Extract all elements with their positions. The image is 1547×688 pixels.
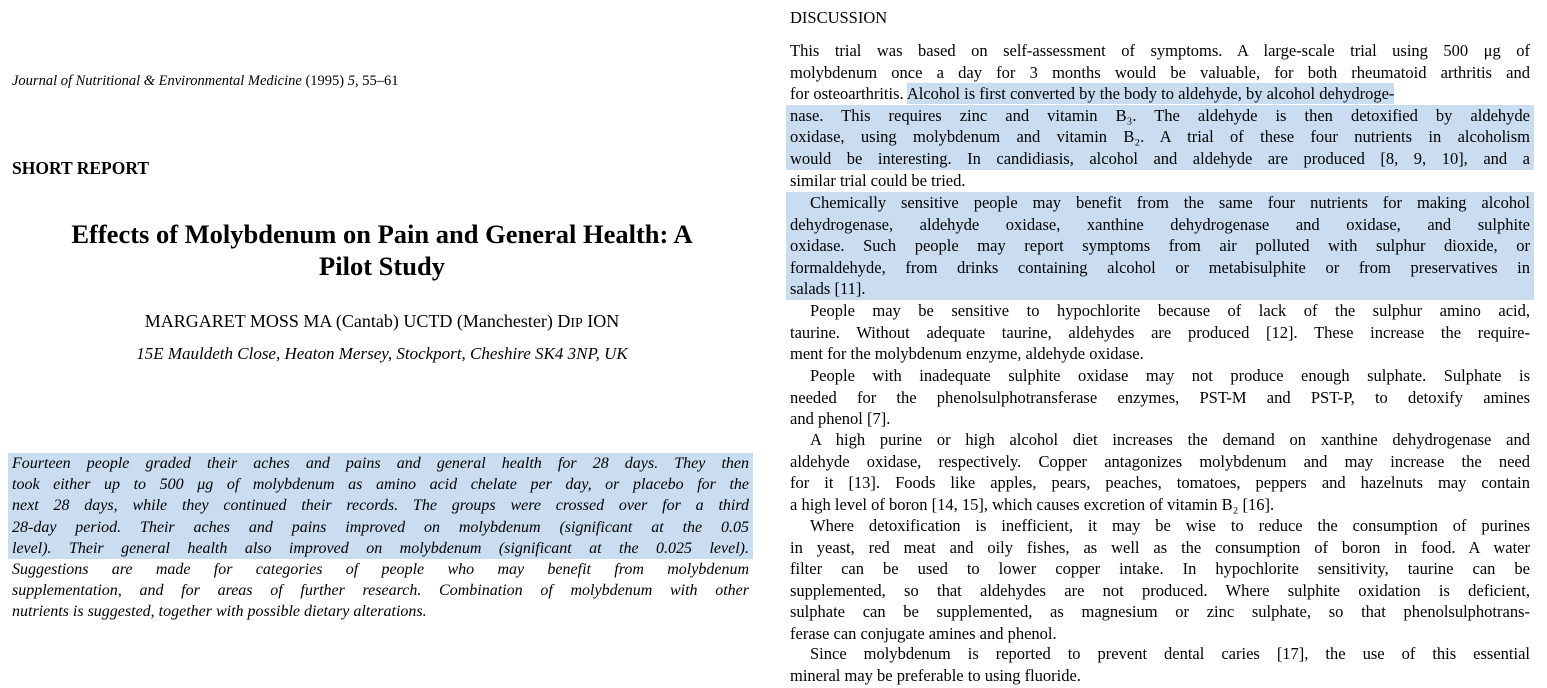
paper-title [12,218,752,282]
discussion-heading: DISCUSSION [790,8,888,27]
paragraph-line: ferase can conjugate amines and phenol. [790,623,1057,643]
journal-year: (1995) [305,73,345,89]
abstract-line: nutrients is suggested, together with possible dietary alterations. [12,603,427,621]
paragraph-line: filter can be used to lower copper intake. In hypochlorite sensitivity, taurine can be [790,559,1530,579]
author-smallcaps: IP [570,316,583,331]
paragraph-line: People with inadequate sulphite oxidase may not produce enough sulphate. Sulphate is [810,366,1530,385]
paragraph-line: sulphate can be supplemented, as magnesium or zinc sulphate, so that phenolsulphotrans- [790,602,1530,622]
paragraph-line: similar trial could be tried. [790,170,966,190]
abstract-line: supplementation, and for areas of further research. Combination of molybdenum with other [12,582,749,600]
paragraph-line-highlighted: dehydrogenase, aldehyde oxidase, xanthine dehydrogenase and oxidase, and sulphite [786,214,1534,236]
paragraph-line: Where detoxification is inefficient, it may be wise to reduce the consumption of purines [810,516,1530,535]
paragraph-line: mineral may be preferable to using fluoride. [790,665,1081,685]
paragraph-line: This trial was based on self-assessment of symptoms. A large-scale trial using 500 μg of [790,41,1530,60]
paragraph-line: ment for the molybdenum enzyme, aldehyde oxidase. [790,344,1144,364]
discussion-paragraph-6 [786,515,1534,645]
abstract-line-highlighted: level). Their general health also improved on molybdenum (significant at the 0.025 level). [8,538,753,559]
author-address: 15E Mauldeth Close, Heaton Mersey, Stockport, Cheshire SK4 3NP, UK [136,344,628,363]
journal-pages: 55–61 [362,73,399,89]
paragraph-line: People may be sensitive to hypochlorite because of lack of the sulphur amino acid, [810,301,1530,320]
paragraph-line: Since molybdenum is reported to prevent dental caries [17], the use of this essential [810,644,1530,663]
paragraph-line: taurine. Without adequate taurine, aldehydes are produced [12]. These increase the require- [790,322,1530,342]
section-label: SHORT REPORT [12,158,150,178]
discussion-paragraph-3 [786,300,1534,365]
abstract-line-highlighted: 28-day period. Their aches and pains improved on molybdenum (significant at the 0.05 [8,517,753,538]
paragraph-line: A high purine or high alcohol diet increases the demand on xanthine dehydrogenase and [810,430,1530,449]
author-line [12,311,752,332]
title-line: Pilot Study [319,251,445,281]
discussion-paragraph-2 [786,192,1534,300]
paragraph-line: molybdenum once a day for 3 months would be valuable, for both rheumatoid arthritis and [790,62,1530,82]
journal-name: Journal of Nutritional & Environmental Medicine [12,73,302,89]
left-column [0,0,770,688]
title-line: Effects of Molybdenum on Pain and General Health: A [71,219,693,249]
paragraph-line: needed for the phenolsulphotransferase enzymes, PST-M and PST-P, to detoxify amines [790,387,1530,407]
journal-volume: 5, [347,73,359,89]
paragraph-line: a high level of boron [14, 15], which causes excretion of vitamin B₂ [16]. [790,494,1275,514]
paragraph-line-mixed [786,83,1534,105]
right-column [770,0,1547,688]
author-name: MARGARET MOSS MA (Cantab) UCTD (Manchester) D [144,311,571,331]
paragraph-line-highlighted: Chemically sensitive people may benefit from the same four nutrients for making alcohol [786,192,1534,214]
paragraph-line-highlighted: oxidase. Such people may report symptoms from air polluted with sulphur dioxide, or [786,235,1534,257]
abstract-line-highlighted: Fourteen people graded their aches and pains and general health for 28 days. They then [8,453,753,474]
paragraph-line: for it [13]. Foods like apples, pears, peaches, tomatoes, peppers and hazelnuts may contain [790,473,1530,493]
discussion-paragraph-5 [786,429,1534,515]
paragraph-line: aldehyde oxidase, respectively. Copper antagonizes molybdenum and may increase the need [790,451,1530,471]
discussion-paragraph-7 [786,643,1534,686]
paragraph-line: and phenol [7]. [790,409,891,429]
paragraph-line-highlighted: would be interesting. In candidiasis, alcohol and aldehyde are produced [8, 9, 10], and a [786,148,1534,170]
abstract-line-highlighted: took either up to 500 μg of molybdenum as amino acid chelate per day, or placebo for the [8,474,753,495]
paragraph-line-highlighted: formaldehyde, from drinks containing alcohol or metabisulphite or from preservatives in [786,257,1534,279]
abstract [8,453,753,623]
journal-citation [12,73,399,90]
abstract-line: Suggestions are made for categories of people who may benefit from molybdenum [12,561,749,579]
abstract-line-highlighted: next 28 days, while they continued their records. The groups were crossed over for a third [8,495,753,516]
author-suffix: ION [582,311,620,331]
highlighted-segment: Alcohol is first converted by the body to aldehyde, by alcohol dehydroge- [906,84,1395,104]
paragraph-line-highlighted: salads [11]. [786,278,1534,300]
paragraph-line: supplemented, so that aldehydes are not produced. Where sulphite oxidation is deficient, [790,580,1530,600]
paragraph-segment: for osteoarthritis. [790,84,907,104]
discussion-paragraph-1 [786,40,1534,191]
paragraph-line-highlighted: oxidase, using molybdenum and vitamin B₂. A trial of these four nutrients in alcoholism [786,126,1534,148]
paragraph-line-highlighted: nase. This requires zinc and vitamin B₃. The aldehyde is then detoxified by aldehyde [786,105,1534,127]
discussion-paragraph-4 [786,365,1534,430]
paragraph-line: in yeast, red meat and oily fishes, as well as the consumption of boron in food. A water [790,537,1530,557]
